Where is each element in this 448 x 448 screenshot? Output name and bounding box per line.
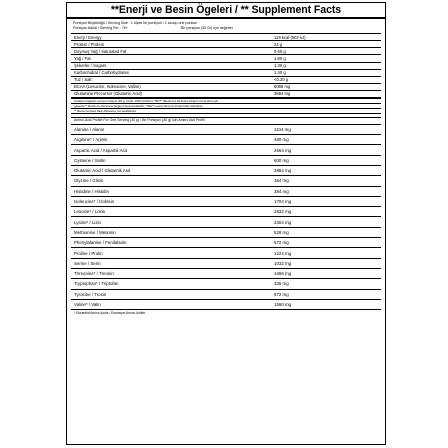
row-value: 384 mg (274, 178, 289, 184)
row-name: BCAA (Lesucine, Isoleucine, Valine) (74, 84, 141, 90)
table-row (71, 207, 381, 217)
table-row (71, 248, 381, 258)
amino-profile-header: Amino Acid Profile For One Serving (30 g) / Bir Porsiyon (30 g) İçin Amino Asit Profili (71, 117, 381, 125)
row-name: Leucine* / Lösin (74, 209, 106, 215)
row-value: 480 mg (274, 137, 289, 143)
row-value: 384 mg (274, 188, 289, 194)
row-value: 600 mg (274, 157, 289, 163)
note-line: ** Recommended Daily Allowance not established. (71, 109, 381, 114)
amino-table (71, 125, 381, 310)
note-line: Ortalama değerler porsiyon başına (30 g) içindir. 2000 kcal'lik bir *BDT* (Beslenme Referans Değeri) temel alınmıştır. (71, 99, 381, 104)
table-row (71, 34, 381, 41)
row-value: 6098 mg (274, 84, 291, 90)
table-row (71, 279, 381, 289)
row-name: Karbonhidrat / Carbohydrates (74, 70, 129, 76)
nutrition-notes (71, 98, 381, 114)
table-row (71, 290, 381, 300)
table-row (71, 145, 381, 155)
row-value: 2832 mg (274, 209, 292, 215)
row-name: Histidine / Histidin (74, 188, 109, 194)
serving-info (67, 19, 385, 30)
row-value: 1560 mg (274, 302, 292, 307)
row-name: Arginine* / Arjinin (74, 137, 108, 143)
row-value: 2664 mg (274, 147, 292, 153)
table-row (71, 217, 381, 227)
row-name: Isoleucine* / İzolösin (74, 199, 115, 205)
row-value: 1224 mg (274, 250, 292, 256)
row-value: 1.40 g (274, 70, 286, 76)
table-row (71, 269, 381, 279)
servings-per-row (73, 26, 381, 31)
row-value: 3884 mg (274, 168, 292, 174)
row-name: Tuz / Salt (74, 77, 92, 83)
row-name: Glycine / Glisin (74, 178, 104, 184)
row-value: 1.30 g (274, 63, 286, 69)
row-name: Protein / Protein (74, 41, 105, 47)
row-value: 1704 mg (274, 199, 292, 205)
row-name: Yağ / Fat (74, 56, 91, 62)
table-row (71, 300, 381, 310)
table-row (71, 228, 381, 238)
table-row (71, 91, 381, 98)
row-value: 672 mg (274, 291, 289, 297)
row-value: 528 mg (274, 229, 289, 235)
table-row (71, 70, 381, 77)
row-name: Serine / Serin (74, 260, 101, 266)
table-row (71, 125, 381, 135)
row-name: Methionine / Metionin (74, 229, 116, 235)
row-value: 0.60 g (274, 48, 286, 54)
row-name: Enerji / Energy (74, 34, 102, 40)
table-row (71, 55, 381, 62)
row-name: Aspartic Acid / Aspartik Asit (74, 147, 127, 153)
row-name: Şekerler / Sugars (74, 63, 107, 69)
table-row (71, 48, 381, 55)
nutrition-table (71, 33, 381, 98)
row-name: Threonine* / Treonin (74, 271, 114, 277)
row-name: Valine* / Valin (74, 302, 101, 307)
row-value: 24 g (274, 41, 283, 47)
row-value: <0.20 g (274, 77, 289, 83)
row-name: Cysteine / Sistin (74, 157, 106, 163)
row-name: Doymuş Yağ / Saturated Fat (74, 48, 127, 54)
table-row (71, 77, 381, 84)
row-value: 672 mg (274, 240, 289, 246)
row-name: Proline / Prolin (74, 250, 103, 256)
table-row (71, 41, 381, 48)
row-value: 1656 mg (274, 271, 292, 277)
row-name: Phenylalanine / Fenilalanin (74, 240, 127, 246)
table-row (71, 135, 381, 145)
serving-size: Porsiyon Büyüklüğü / Serving Size : 1 ölçek bir porsiyon / 1 scoop one porsion (73, 21, 198, 25)
table-row (71, 197, 381, 207)
row-name: Lysine* / Lizin (74, 219, 101, 225)
servings-per: Porsiyon Adedi / Serving Per : 76+ (73, 25, 128, 30)
essential-footnote: * Essential Amino Acids / Esansiyel Amino Asitler (74, 311, 146, 316)
table-row (71, 63, 381, 70)
note-line: garantisi ** Beslenme Referans Değeri bulunmamaktadır. *NRV* means Recommended Daily Allowance (71, 104, 381, 109)
table-row (71, 84, 381, 91)
row-value: 2304 mg (274, 219, 292, 225)
row-name: Glutamine Precursor (Glutamic Acid) (74, 91, 142, 97)
row-value: 1.80 g (274, 56, 286, 62)
row-name: Alanine / Alanin (74, 126, 105, 132)
row-name: Glutamic Acid / Glutamik Asit (74, 168, 131, 174)
table-row (71, 176, 381, 186)
label-title: **Enerji ve Besin Ögeleri / ** Supplement Facts (67, 3, 385, 19)
table-row (71, 259, 381, 269)
supplement-facts-label (66, 2, 386, 445)
row-name: Tryptophan* / Triptofan (74, 281, 119, 287)
table-row (71, 238, 381, 248)
row-value: 3884 mg (274, 91, 291, 97)
table-row (71, 156, 381, 166)
row-value: 1032 mg (274, 260, 292, 266)
row-name: Tyrosine / Trosin (74, 291, 107, 297)
row-value: 119 kcal (502 kJ) (274, 34, 306, 40)
values-per-serving: Bir porsiyon (30 Gr) için değerler (181, 25, 233, 30)
row-value: 1104 mg (274, 126, 291, 132)
row-value: 336 mg (274, 281, 289, 287)
table-row (71, 166, 381, 176)
table-row (71, 187, 381, 197)
